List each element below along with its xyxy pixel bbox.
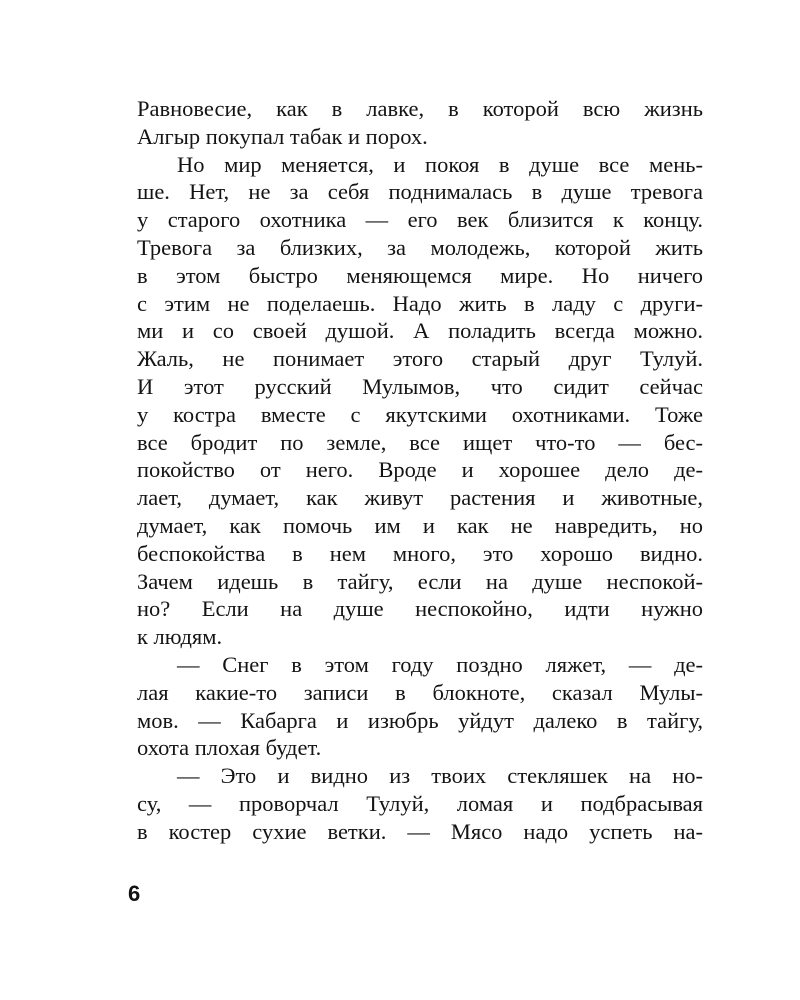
text-line: у костра вместе с якутскими охотниками. Тоже xyxy=(137,401,703,427)
text-line: думает, как помочь им и как не навредить, но xyxy=(137,512,703,538)
body-text xyxy=(137,95,703,846)
text-line: лает, думает, как живут растения и животные, xyxy=(137,485,703,511)
text-line: с этим не поделаешь. Надо жить в ладу с други- xyxy=(137,290,703,316)
text-line: Алгыр покупал табак и порох. xyxy=(137,123,428,149)
text-line: беспокойства в нем много, это хорошо видно. xyxy=(137,540,703,566)
text-line: к людям. xyxy=(137,624,223,650)
text-line: все бродит по земле, все ищет что-то — бес- xyxy=(137,429,703,455)
text-line: — Это и видно из твоих стекляшек на но- xyxy=(177,763,703,789)
text-line: Жаль, не понимает этого старый друг Тулуй. xyxy=(137,346,703,372)
text-line: Но мир меняется, и покоя в душе все мень- xyxy=(177,151,703,177)
text-line: Равновесие, как в лавке, в которой всю жизнь xyxy=(137,96,703,121)
text-line: покойство от него. Вроде и хорошее дело де- xyxy=(137,457,703,483)
text-line: ми и со своей душой. А поладить всегда можно. xyxy=(137,318,703,344)
text-line: в костер сухие ветки. — Мясо надо успеть на- xyxy=(137,818,703,844)
text-line: ше. Нет, не за себя поднималась в душе тревога xyxy=(137,179,703,205)
text-line: у старого охотника — его век близится к концу. xyxy=(137,207,703,233)
text-line: мов. — Кабарга и изюбрь уйдут далеко в тайгу, xyxy=(137,707,703,733)
page-number: 6 xyxy=(128,881,141,906)
text-line: Зачем идешь в тайгу, если на душе неспокой- xyxy=(137,568,703,594)
text-line: но? Если на душе неспокойно, идти нужно xyxy=(137,596,703,622)
text-line: в этом быстро меняющемся мире. Но ничего xyxy=(137,262,703,288)
text-line: — Снег в этом году поздно ляжет, — де- xyxy=(177,651,703,677)
text-line: Тревога за близких, за молодежь, которой жить xyxy=(137,234,703,260)
text-line: охота плохая будет. xyxy=(137,735,322,761)
text-line: И этот русский Мулымов, что сидит сейчас xyxy=(137,373,703,399)
text-line: лая какие-то записи в блокноте, сказал Мулы- xyxy=(137,679,703,705)
text-line: су, — проворчал Тулуй, ломая и подбрасывая xyxy=(137,790,703,816)
